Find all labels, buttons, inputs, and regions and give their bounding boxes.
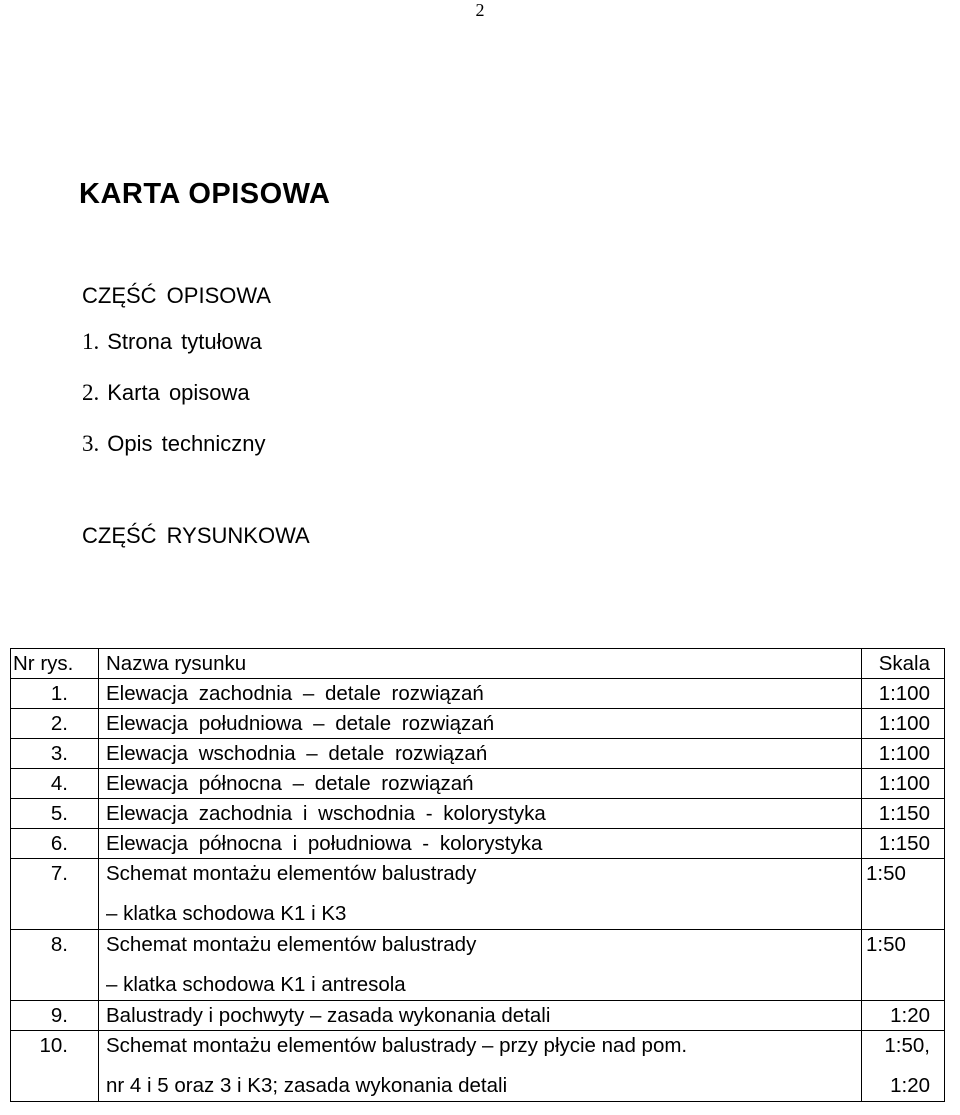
table-row: [11, 859, 945, 930]
row-name: Elewacja zachodnia – detale rozwiązań: [99, 679, 862, 709]
row-scale: 1:150: [862, 799, 945, 829]
header-scale: Skala: [862, 649, 945, 679]
table-header-row: [11, 649, 945, 679]
row-scale: 1:100: [862, 709, 945, 739]
list-item-label: Opis techniczny: [107, 431, 266, 456]
row-name: Elewacja północna – detale rozwiązań: [99, 769, 862, 799]
row-name: Elewacja północna i południowa - kolorystyka: [99, 829, 862, 859]
row-scale: 1:100: [862, 769, 945, 799]
row-scale: 1:100: [862, 679, 945, 709]
list-item-number: 3.: [82, 431, 100, 456]
list-item-number: 1.: [82, 329, 100, 354]
row-name: Elewacja wschodnia – detale rozwiązań: [99, 739, 862, 769]
table-row: [11, 739, 945, 769]
table-row: [11, 930, 945, 1001]
header-nr: Nr rys.: [11, 649, 99, 679]
table-row: [11, 799, 945, 829]
table-row: [11, 709, 945, 739]
row-name: [99, 859, 862, 930]
table-row: [11, 829, 945, 859]
row-nr: 9.: [11, 1001, 99, 1031]
row-nr: 7.: [11, 859, 99, 930]
document-title: KARTA OPISOWA: [79, 178, 331, 210]
row-name-line1: Schemat montażu elementów balustrady – przy płycie nad pom.: [106, 1034, 688, 1057]
table-row: [11, 769, 945, 799]
descriptive-part-list: [82, 325, 266, 478]
row-name-line2: – klatka schodowa K1 i antresola: [106, 973, 406, 996]
row-nr: 10.: [11, 1031, 99, 1102]
descriptive-part-heading: CZĘŚĆ OPISOWA: [82, 283, 271, 308]
list-item-label: Strona tytułowa: [107, 329, 262, 354]
row-name-line2: nr 4 i 5 oraz 3 i K3; zasada wykonania detali: [106, 1074, 508, 1097]
table-row: [11, 1031, 945, 1102]
row-scale-line1: 1:50,: [884, 1034, 930, 1057]
row-nr: 3.: [11, 739, 99, 769]
header-name: Nazwa rysunku: [99, 649, 862, 679]
row-name: [99, 1031, 862, 1102]
row-name-line2: – klatka schodowa K1 i K3: [106, 902, 347, 925]
row-scale: 1:50: [862, 930, 945, 1001]
list-item: [82, 325, 266, 376]
row-scale: 1:20: [862, 1001, 945, 1031]
table-row: [11, 1001, 945, 1031]
row-nr: 8.: [11, 930, 99, 1001]
row-scale: 1:50: [862, 859, 945, 930]
row-nr: 4.: [11, 769, 99, 799]
row-name-line1: Schemat montażu elementów balustrady: [106, 933, 477, 956]
list-item-label: Karta opisowa: [107, 380, 250, 405]
table-row: [11, 679, 945, 709]
row-name: Balustrady i pochwyty – zasada wykonania detali: [99, 1001, 862, 1031]
list-item: [82, 427, 266, 478]
row-name: Elewacja zachodnia i wschodnia - kolorystyka: [99, 799, 862, 829]
row-name: Elewacja południowa – detale rozwiązań: [99, 709, 862, 739]
row-name: [99, 930, 862, 1001]
row-nr: 5.: [11, 799, 99, 829]
drawing-part-heading: CZĘŚĆ RYSUNKOWA: [82, 523, 310, 548]
row-name-line1: Schemat montażu elementów balustrady: [106, 862, 477, 885]
row-nr: 6.: [11, 829, 99, 859]
row-scale: 1:150: [862, 829, 945, 859]
row-nr: 2.: [11, 709, 99, 739]
row-scale: [862, 1031, 945, 1102]
drawings-table: [10, 648, 945, 1102]
row-scale: 1:100: [862, 739, 945, 769]
list-item-number: 2.: [82, 380, 100, 405]
row-scale-line2: 1:20: [890, 1074, 930, 1097]
page-number: 2: [475, 0, 485, 20]
list-item: [82, 376, 266, 427]
row-nr: 1.: [11, 679, 99, 709]
